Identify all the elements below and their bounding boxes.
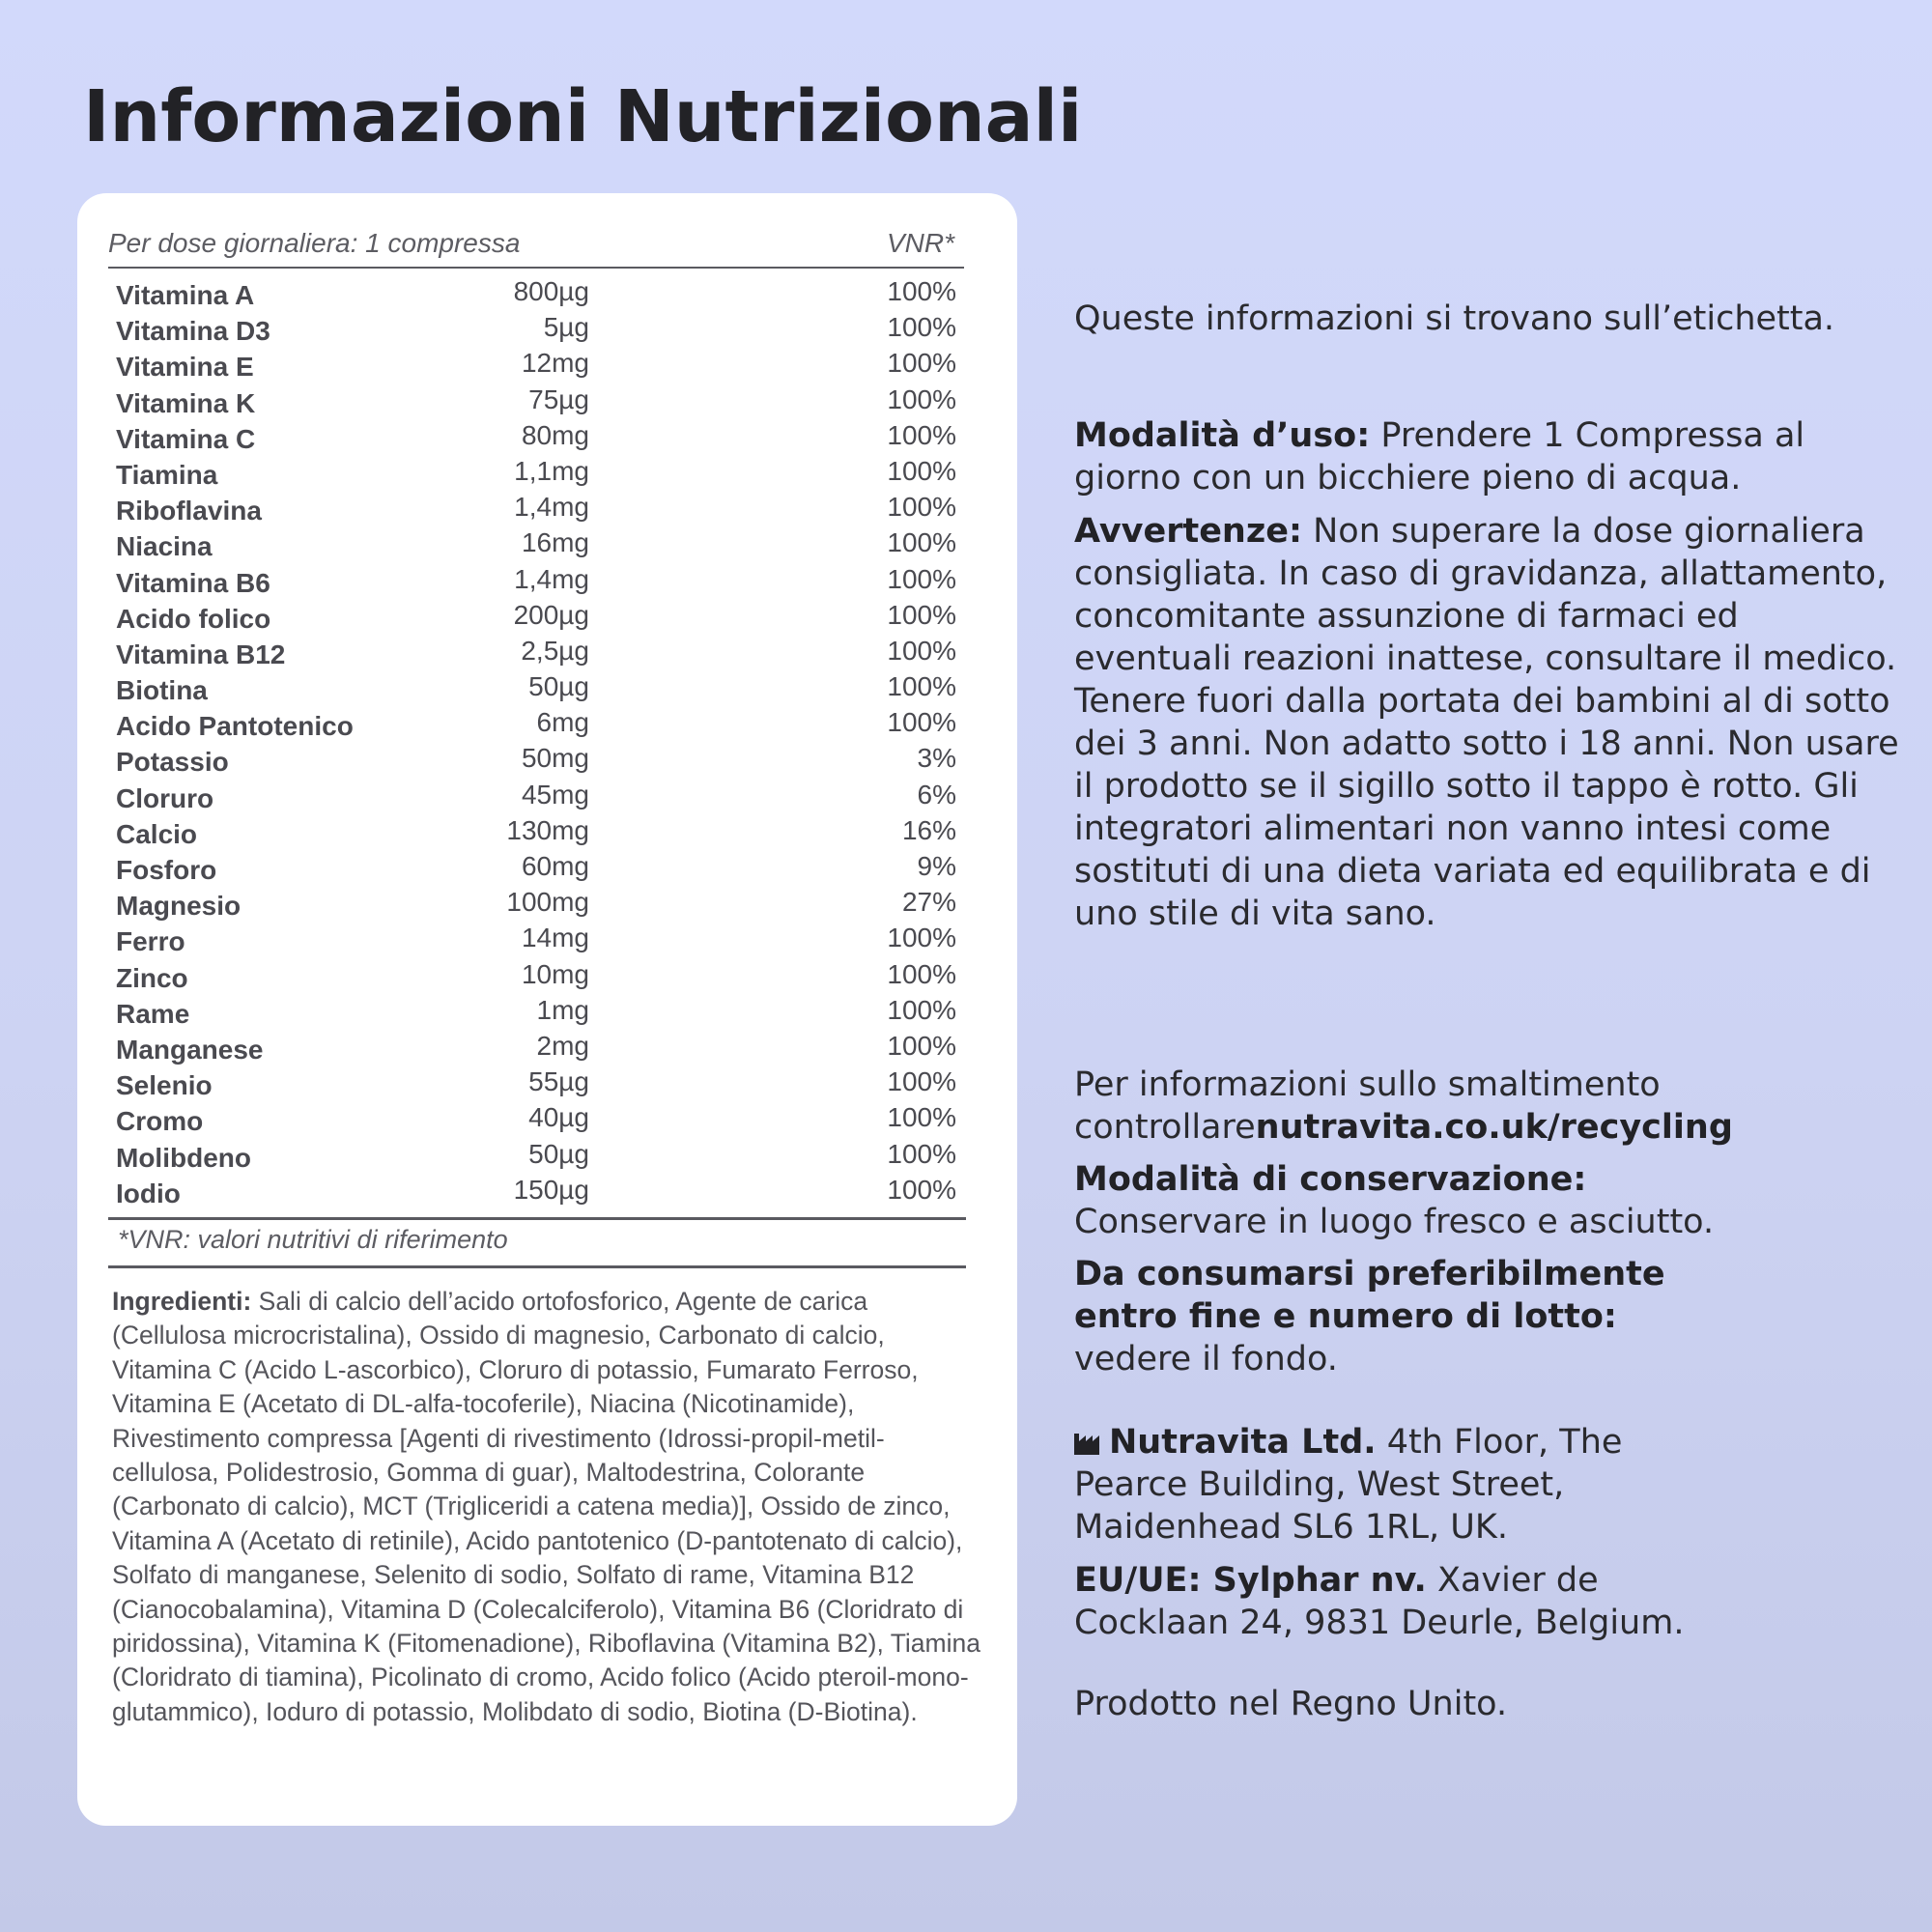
- nutrient-amount: 50µg: [528, 671, 589, 702]
- storage-text: Conservare in luogo fresco e asciutto.: [1074, 1203, 1715, 1241]
- table-row: [116, 707, 956, 743]
- expiry-label: Da consumarsi preferibilmente entro fine e numero di lotto:: [1074, 1255, 1665, 1336]
- nutrient-amount: 45mg: [521, 779, 589, 810]
- manufacturer-name: Nutravita Ltd.: [1109, 1423, 1377, 1462]
- nutrient-name: Fosforo: [116, 855, 217, 885]
- nutrient-vnr: 100%: [887, 1102, 956, 1133]
- table-row: [116, 1139, 956, 1175]
- nutrient-name: Ferro: [116, 926, 185, 957]
- recycling-link[interactable]: nutravita.co.uk/recycling: [1255, 1108, 1733, 1147]
- nutrient-name: Selenio: [116, 1070, 213, 1101]
- dose-label: Per dose giornaliera: 1 compressa: [108, 228, 521, 258]
- nutrient-vnr: 16%: [901, 814, 956, 845]
- nutrient-vnr: 100%: [887, 958, 956, 989]
- storage-block: [1074, 1158, 1905, 1243]
- table-row: [116, 995, 956, 1031]
- nutrient-amount: 5µg: [543, 312, 589, 343]
- origin-text: Prodotto nel Regno Unito.: [1074, 1685, 1508, 1723]
- nutrient-vnr: 100%: [887, 635, 956, 666]
- nutrient-amount: 40µg: [528, 1102, 589, 1133]
- nutrient-amount: 10mg: [521, 958, 589, 989]
- table-bottom-rule: [108, 1217, 966, 1220]
- page-title: Informazioni Nutrizionali: [83, 75, 1083, 158]
- origin-block: [1074, 1683, 1905, 1725]
- nutrient-vnr: 100%: [887, 994, 956, 1025]
- nutrient-name: Biotina: [116, 675, 208, 706]
- factory-icon: [1074, 1423, 1101, 1448]
- nutrition-card: [77, 193, 1017, 1826]
- table-row: [116, 851, 956, 887]
- ingredients-label: Ingredienti:: [112, 1287, 252, 1316]
- table-row: [116, 456, 956, 492]
- disposal-text: Per informazioni sullo smaltimento controllare: [1074, 1065, 1661, 1147]
- usage-text: Prendere 1 Compressa al giorno con un bicchiere pieno di acqua.: [1074, 416, 1805, 497]
- ingredients-text: [112, 1285, 981, 1729]
- nutrient-name: Vitamina B6: [116, 567, 270, 598]
- footnote-rule: [108, 1265, 966, 1268]
- table-row: [116, 1031, 956, 1066]
- warnings-block: [1074, 510, 1905, 935]
- nutrient-vnr: 100%: [887, 1174, 956, 1205]
- eu-block: [1074, 1559, 1712, 1644]
- expiry-text: vedere il fondo.: [1074, 1340, 1338, 1378]
- nutrient-name: Cloruro: [116, 782, 214, 813]
- nutrient-amount: 1,4mg: [514, 563, 589, 594]
- table-row: [116, 527, 956, 563]
- nutrient-name: Cromo: [116, 1106, 204, 1137]
- nutrient-vnr: 100%: [887, 599, 956, 630]
- nutrient-vnr: 100%: [887, 1138, 956, 1169]
- vnr-header: VNR*: [886, 228, 954, 258]
- nutrient-vnr: 9%: [917, 851, 956, 881]
- nutrient-name: Acido folico: [116, 603, 271, 634]
- table-row: [116, 600, 956, 636]
- nutrient-name: Vitamina D3: [116, 316, 270, 347]
- table-row: [116, 1102, 956, 1138]
- nutrient-amount: 50µg: [528, 1138, 589, 1169]
- nutrient-vnr: 100%: [887, 348, 956, 379]
- table-row: [116, 815, 956, 851]
- eu-label: EU/UE: Sylphar nv.: [1074, 1561, 1427, 1600]
- nutrient-name: Niacina: [116, 531, 213, 562]
- nutrient-vnr: 100%: [887, 923, 956, 953]
- nutrient-amount: 100mg: [506, 887, 589, 918]
- nutrient-amount: 6mg: [536, 707, 589, 738]
- vnr-footnote: *VNR: valori nutritivi di riferimento: [118, 1225, 508, 1254]
- nutrient-amount: 80mg: [521, 419, 589, 450]
- nutrient-vnr: 100%: [887, 707, 956, 738]
- nutrient-amount: 75µg: [528, 384, 589, 414]
- table-row: [116, 959, 956, 995]
- nutrient-name: Vitamina E: [116, 352, 254, 383]
- manufacturer-address: 4th Floor, The Pearce Building, West Street, Maidenhead SL6 1RL, UK.: [1074, 1423, 1623, 1547]
- usage-block: [1074, 414, 1905, 499]
- nutrient-amount: 200µg: [513, 599, 589, 630]
- nutrient-vnr: 27%: [901, 887, 956, 918]
- table-row: [116, 420, 956, 456]
- nutrient-vnr: 100%: [887, 312, 956, 343]
- nutrient-name: Vitamina C: [116, 423, 256, 454]
- ingredients-list: Sali di calcio dell’acido ortofosforico, Agente de carica (Cellulosa microcristalina), Ossido di magnesio, Carbonato di calcio, Vitamina C (Acido L-ascorbico), Cloruro di potassio, Fumarato Ferroso, Vitamina E (Acetato di DL-alfa-tocoferile), Niacina (Nicotinamide), Rivestimento compressa [Agenti di rivestimento (Idrossi-propil-metil- cellulosa, Polidestrosio, Gomma di guar), Maltodestrina, Colorante (Carbonato di calcio), MCT (Trigliceridi a catena media)], Ossido de zinco, Vitamina A (Acetato di retinile), Acido pantotenico (D-pantotenato di calcio), Solfato di manganese, Selenito di sodio, Solfato di rame, Vitamina B12 (Cianocobalamina), Vitamina D (Colecalciferolo), Vitamina B6 (Cloridrato di piridossina), Vitamina K (Fitomenadione), Riboflavina (Vitamina B2), Tiamina (Cloridrato di tiamina), Picolinato di cromo, Acido folico (Acido pteroil-mono- glutammico), Ioduro di potassio, Molibdato di sodio, Biotina (D-Biotina).: [112, 1287, 980, 1726]
- table-row: [116, 348, 956, 384]
- table-row: [116, 671, 956, 707]
- nutrient-amount: 60mg: [521, 851, 589, 881]
- nutrient-name: Vitamina B12: [116, 639, 286, 669]
- nutrient-vnr: 100%: [887, 276, 956, 306]
- nutrient-name: Vitamina K: [116, 387, 256, 418]
- eu-address: Xavier de Cocklaan 24, 9831 Deurle, Belgium.: [1074, 1561, 1685, 1642]
- nutrient-amount: 16mg: [521, 527, 589, 558]
- nutrient-vnr: 6%: [917, 779, 956, 810]
- nutrient-amount: 2mg: [536, 1030, 589, 1061]
- nutrient-vnr: 100%: [887, 384, 956, 414]
- nutrient-vnr: 100%: [887, 671, 956, 702]
- nutrient-rows: [116, 276, 956, 1210]
- storage-label: Modalità di conservazione:: [1074, 1160, 1587, 1199]
- manufacturer-block: [1074, 1421, 1692, 1548]
- nutrient-name: Acido Pantotenico: [116, 711, 354, 742]
- nutrient-amount: 50mg: [521, 743, 589, 774]
- nutrient-vnr: 100%: [887, 492, 956, 523]
- nutrient-name: Vitamina A: [116, 280, 255, 310]
- nutrient-vnr: 100%: [887, 527, 956, 558]
- nutrient-vnr: 3%: [917, 743, 956, 774]
- intro-text: Queste informazioni si trovano sull’etichetta.: [1074, 299, 1835, 338]
- nutrient-vnr: 100%: [887, 1066, 956, 1097]
- nutrient-amount: 12mg: [521, 348, 589, 379]
- table-row: [116, 887, 956, 923]
- table-row: [116, 564, 956, 600]
- nutrient-amount: 800µg: [513, 276, 589, 306]
- table-row: [116, 923, 956, 958]
- table-row: [116, 636, 956, 671]
- nutrient-amount: 130mg: [506, 814, 589, 845]
- nutrient-name: Tiamina: [116, 459, 218, 490]
- nutrient-vnr: 100%: [887, 563, 956, 594]
- table-row: [116, 1175, 956, 1210]
- nutrient-name: Zinco: [116, 962, 188, 993]
- table-row: [116, 312, 956, 348]
- nutrient-amount: 2,5µg: [521, 635, 589, 666]
- nutrient-name: Iodio: [116, 1178, 181, 1208]
- nutrient-amount: 150µg: [513, 1174, 589, 1205]
- label-intro: [1074, 298, 1905, 340]
- nutrient-vnr: 100%: [887, 1030, 956, 1061]
- nutrient-amount: 14mg: [521, 923, 589, 953]
- nutrient-amount: 55µg: [528, 1066, 589, 1097]
- nutrient-name: Potassio: [116, 747, 229, 778]
- table-row: [116, 384, 956, 420]
- nutrient-name: Manganese: [116, 1034, 264, 1065]
- nutrient-name: Calcio: [116, 818, 198, 849]
- disposal-block: [1074, 1064, 1905, 1149]
- expiry-block: [1074, 1253, 1905, 1380]
- table-header: [108, 228, 964, 269]
- table-row: [116, 780, 956, 815]
- nutrient-name: Molibdeno: [116, 1142, 251, 1173]
- table-row: [116, 743, 956, 779]
- table-row: [116, 1066, 956, 1102]
- nutrient-name: Riboflavina: [116, 496, 262, 526]
- nutrient-name: Rame: [116, 998, 190, 1029]
- warnings-label: Avvertenze:: [1074, 512, 1302, 551]
- table-row: [116, 276, 956, 312]
- nutrient-vnr: 100%: [887, 419, 956, 450]
- table-row: [116, 492, 956, 527]
- nutrient-name: Magnesio: [116, 891, 242, 922]
- nutrient-vnr: 100%: [887, 455, 956, 486]
- nutrient-amount: 1mg: [536, 994, 589, 1025]
- usage-label: Modalità d’uso:: [1074, 416, 1371, 455]
- warnings-text: Non superare la dose giornaliera consigliata. In caso di gravidanza, allattamento, concomitante assunzione di farmaci ed eventuali reazioni inattese, consultare il medico. Tenere fuori dalla portata dei bambini al di sotto dei 3 anni. Non adatto sotto i 18 anni. Non usare il prodotto se il sigillo sotto il tappo è rotto. Gli integratori alimentari non vanno intesi come sostituti di una dieta variata ed equilibrata e di uno stile di vita sano.: [1074, 512, 1899, 933]
- nutrient-amount: 1,1mg: [514, 455, 589, 486]
- nutrient-amount: 1,4mg: [514, 492, 589, 523]
